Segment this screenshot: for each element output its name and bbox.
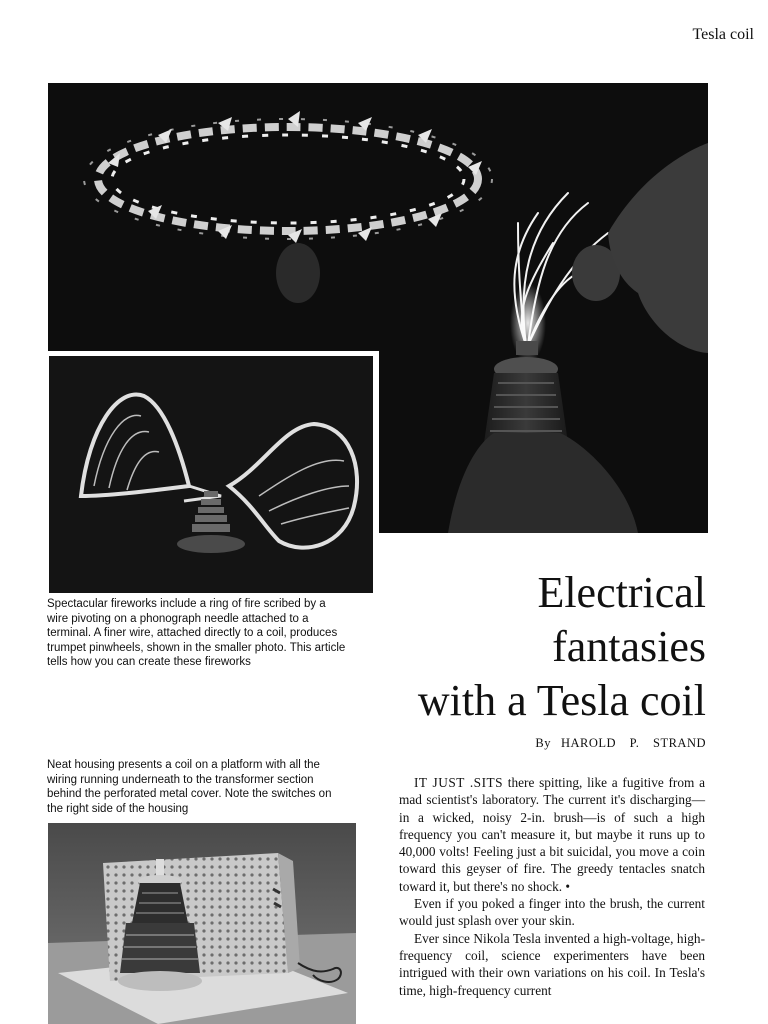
housing-caption: Neat housing presents a coil on a platform with all the wiring running underneath to the transformer section behind the perforated metal cover. Note the switches on the right side of the housing	[47, 759, 332, 815]
lead-in: IT JUST .SITS	[414, 775, 504, 790]
title-line: fantasies	[552, 622, 706, 671]
paragraph	[399, 774, 705, 895]
paragraph: Ever since Nikola Tesla invented a high-voltage, high-frequency coil, science experimenters have been intrigued with their own variations on his coil. In Tesla's time, high-frequency current	[399, 930, 705, 998]
article-body	[399, 774, 705, 999]
section-label: Tesla coil	[692, 26, 754, 43]
byline-prefix: By	[535, 736, 551, 750]
coil-housing-photo	[48, 823, 356, 1024]
title-line: with a Tesla coil	[417, 676, 706, 725]
title-line: Electrical	[537, 568, 706, 617]
byline	[535, 736, 706, 751]
fireworks-caption: Spectacular fireworks include a ring of fire scribed by a wire pivoting on a phonograph needle attached to a terminal. A finer wire, attached directly to a coil, produces trumpet pinwheels, shown in the smaller photo. This article tells how you can create these fireworks	[47, 598, 346, 668]
paragraph: Even if you poked a finger into the brush, the current would just splash over your skin.	[399, 896, 705, 929]
trumpet-pinwheels-photo	[47, 351, 379, 595]
paragraph-text: there spitting, like a fugitive from a mad scientist's laboratory. The current it's discharging—in a wicked, noisy 2-in. brush—is of such a high frequency you can't measure it, but maybe it runs up to 40,000 volts! Feeling just a bit suicidal, you move a coin toward this geyser of fire. The greedy tentacles snatch toward it, but there's no shock. •	[399, 775, 705, 894]
article-title	[418, 566, 706, 728]
author-name: HAROLD P. STRAND	[560, 736, 706, 750]
